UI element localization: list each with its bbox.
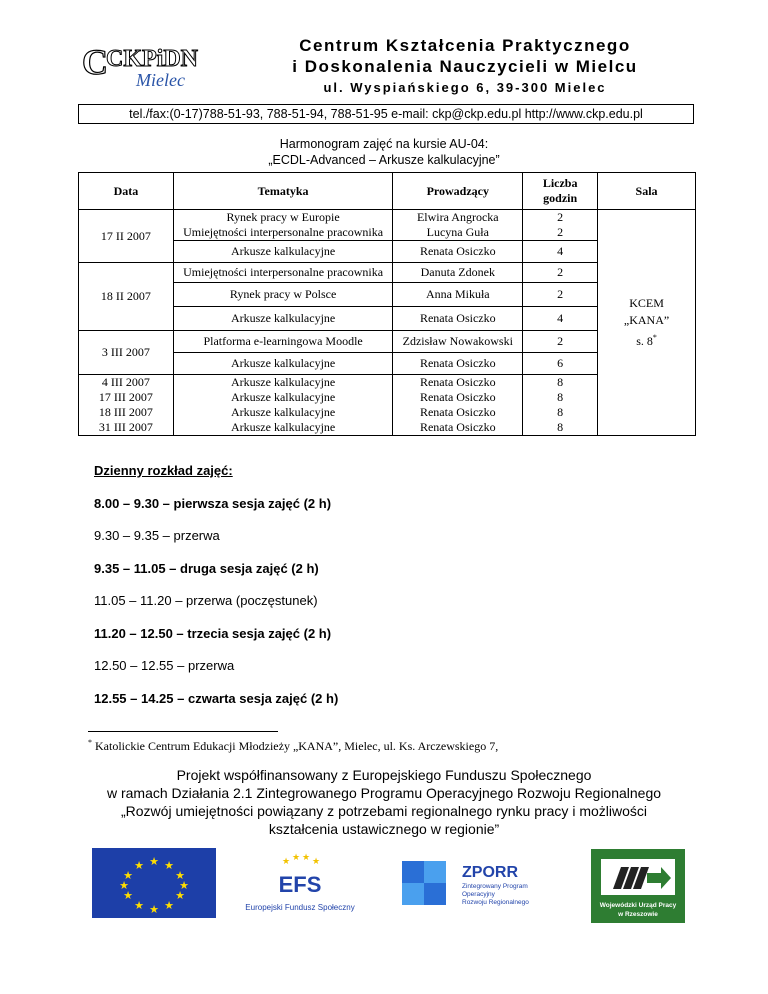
svg-text:★: ★	[301, 853, 311, 863]
svg-text:★: ★	[291, 853, 301, 863]
svg-text:★: ★	[164, 899, 174, 912]
ckpidn-logo	[80, 40, 230, 90]
date-cell: 4 III 2007	[79, 375, 174, 391]
svg-text:★: ★	[119, 879, 129, 892]
plan-title: Dzienny rozkład zajęć:	[94, 463, 233, 478]
svg-text:w Rzeszowie: w Rzeszowie	[618, 911, 658, 918]
plan-item: 12.50 – 12.55 – przerwa	[94, 658, 235, 673]
header-prowadzacy: Prowadzący	[393, 173, 523, 210]
table-row: 31 III 2007 Arkusze kalkulacyjne Renata Osiczko 8	[79, 420, 696, 436]
efs-logo	[238, 848, 362, 918]
footnote: * Katolickie Centrum Edukacji Młodzieży „KANA”, Mielec, ul. Ks. Arczewskiego 7,	[88, 738, 499, 753]
svg-text:★: ★	[149, 855, 159, 868]
date-cell: 18 II 2007	[79, 263, 174, 331]
svg-text:CKPiDN: CKPiDN	[106, 46, 198, 72]
svg-text:★: ★	[175, 889, 185, 902]
header-sala: Sala	[598, 173, 696, 210]
daily-plan	[94, 462, 694, 722]
svg-text:Europejski Fundusz Społeczny: Europejski Fundusz Społeczny	[245, 903, 355, 912]
table-row: 17 III 2007 Arkusze kalkulacyjne Renata Osiczko 8	[79, 390, 696, 405]
plan-item: 11.20 – 12.50 – trzecia sesja zajęć (2 h)	[94, 625, 332, 641]
svg-text:★: ★	[179, 879, 189, 892]
svg-text:Wojewódzki Urząd Pracy: Wojewódzki Urząd Pracy	[599, 902, 677, 909]
table-row: Arkusze kalkulacyjne Renata Osiczko 4	[79, 307, 696, 331]
contact-box: tel./fax:(0-17)788-51-93, 788-51-94, 788-51-95 e-mail: ckp@ckp.edu.pl http://www.ckp.edu.pl	[78, 104, 694, 124]
schedule-title: Harmonogram zajęć na kursie AU-04: „ECDL-Advanced – Arkusze kalkulacyjne”	[268, 137, 500, 167]
svg-text:★: ★	[134, 899, 144, 912]
eu-flag-logo	[92, 848, 216, 918]
svg-text:C: C	[82, 42, 108, 82]
plan-item: 9.30 – 9.35 – przerwa	[94, 528, 220, 543]
schedule-table	[78, 172, 696, 436]
table-row: 18 III 2007 Arkusze kalkulacyjne Renata Osiczko 8	[79, 405, 696, 420]
table-row: 4 III 2007 Arkusze kalkulacyjne Renata Osiczko 8	[79, 375, 696, 391]
table-row: Umiejętności interpersonalne pracownika Lucyna Guła 2	[79, 225, 696, 241]
wup-logo	[591, 849, 685, 923]
plan-item: 9.35 – 11.05 – druga sesja zajęć (2 h)	[94, 560, 319, 576]
header-data: Data	[79, 173, 174, 210]
date-cell: 18 III 2007	[79, 405, 174, 420]
svg-text:Mielec: Mielec	[136, 70, 185, 90]
table-row: Arkusze kalkulacyjne Renata Osiczko 4	[79, 241, 696, 263]
svg-text:EFS: EFS	[278, 872, 322, 897]
date-cell: 3 III 2007	[79, 331, 174, 375]
header-liczba-godzin: Liczba godzin	[523, 173, 598, 210]
institution-name-line2: i Doskonalenia Nauczycieli w Mielcu	[292, 57, 638, 76]
date-cell: 17 III 2007	[79, 390, 174, 405]
svg-text:ZPORR: ZPORR	[462, 864, 518, 881]
table-row: Arkusze kalkulacyjne Renata Osiczko 6	[79, 353, 696, 375]
plan-item: 8.00 – 9.30 – pierwsza sesja zajęć (2 h)	[94, 495, 332, 511]
institution-address: ul. Wyspiańskiego 6, 39-300 Mielec	[323, 80, 607, 95]
svg-text:Rozwoju Regionalnego: Rozwoju Regionalnego	[462, 899, 529, 906]
svg-text:★: ★	[149, 903, 159, 916]
svg-text:★: ★	[123, 889, 133, 902]
svg-text:★: ★	[311, 857, 321, 867]
svg-text:Zintegrowany Program: Zintegrowany Program	[462, 883, 528, 890]
plan-item: 12.55 – 14.25 – czwarta sesja zajęć (2 h)	[94, 690, 339, 706]
table-row: 17 II 2007 Rynek pracy w Europie Elwira Angrocka 2 KCEM „KANA” s. 8*	[79, 210, 696, 226]
date-cell: 31 III 2007	[79, 420, 174, 436]
plan-item: 11.05 – 11.20 – przerwa (poczęstunek)	[94, 593, 318, 608]
date-cell: 17 II 2007	[79, 210, 174, 263]
table-row: 3 III 2007 Platforma e-learningowa Moodle Zdzisław Nowakowski 2	[79, 331, 696, 353]
svg-text:Operacyjny: Operacyjny	[462, 891, 495, 898]
header-tematyka: Tematyka	[173, 173, 393, 210]
footnote-divider	[88, 731, 278, 732]
svg-text:★: ★	[123, 869, 133, 882]
table-row: Rynek pracy w Polsce Anna Mikuła 2	[79, 283, 696, 307]
project-statement: Projekt współfinansowany z Europejskiego Funduszu Społecznego w ramach Działania 2.1 Zintegrowanego Programu Operacyjnego Rozwoju Regionalnego „Rozwój umiejętności powiązany z potrzebami regionalnego rynku pracy i możliwości kształcenia ustawicznego w regionie”	[106, 767, 662, 837]
sala-cell: KCEM „KANA” s. 8*	[598, 210, 696, 436]
table-row: 18 II 2007 Umiejętności interpersonalne pracownika Danuta Zdonek 2	[79, 263, 696, 283]
zporr-logo	[398, 855, 548, 917]
svg-text:★: ★	[134, 859, 144, 872]
table-header-row	[79, 173, 696, 210]
institution-name-line1: Centrum Kształcenia Praktycznego	[299, 36, 631, 55]
svg-text:★: ★	[164, 859, 174, 872]
svg-text:★: ★	[175, 869, 185, 882]
svg-text:★: ★	[281, 857, 291, 867]
